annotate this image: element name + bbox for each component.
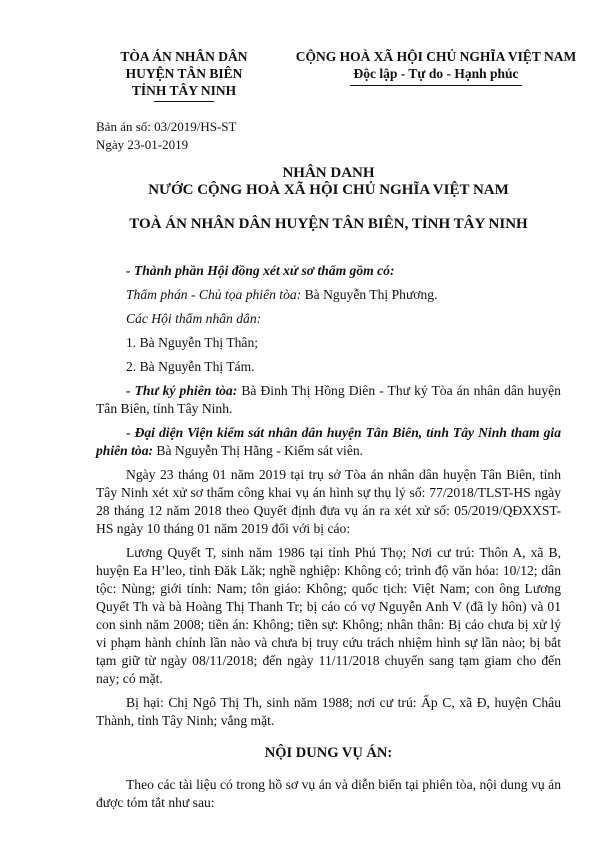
title-nation: NƯỚC CỘNG HOÀ XÃ HỘI CHỦ NGHĨA VIỆT NAM xyxy=(148,182,509,198)
judge-line xyxy=(96,286,561,304)
nation-header xyxy=(286,48,586,86)
panel-heading: - Thành phần Hội đồng xét xử sơ thẩm gồm có: xyxy=(126,263,395,278)
nation-motto: Độc lập - Tự do - Hạnh phúc xyxy=(353,66,519,81)
panel-section xyxy=(96,262,561,812)
clerk-text: Bà Đinh Thị Hồng Diên - Thư ký Tòa án nhân dân huyện Tân Biên, tỉnh Tây Ninh. xyxy=(96,383,561,416)
case-date: Ngày 23-01-2019 xyxy=(96,137,189,152)
case-number: Bản án số: 03/2019/HS-ST xyxy=(96,119,237,134)
judge-label: Thẩm phán - Chủ tọa phiên tòa: xyxy=(126,287,302,302)
nation-header-underline xyxy=(350,85,522,86)
juror-2: 2. Bà Nguyễn Thị Tám. xyxy=(126,359,255,374)
clerk-label: - Thư ký phiên tòa: xyxy=(126,383,238,398)
case-summary-paragraph: Theo các tài liệu có trong hồ sơ vụ án và diễn biến tại phiên tòa, nội dung vụ án được tóm tắt như sau: xyxy=(96,777,561,810)
prosecutor-text: Bà Nguyễn Thị Hằng - Kiểm sát viên. xyxy=(153,443,364,458)
court-header-underline xyxy=(154,101,214,102)
prosecutor-label: - Đại diện Viện kiểm sát nhân dân huyện Tân Biên, tỉnh Tây Ninh tham gia phiên tòa: xyxy=(96,425,561,458)
title-court: TOÀ ÁN NHÂN DÂN HUYỆN TÂN BIÊN, TỈNH TÂY NINH xyxy=(129,216,528,232)
court-name-line2: HUYỆN TÂN BIÊN xyxy=(125,66,243,81)
victim-paragraph: Bị hại: Chị Ngô Thị Th, sinh năm 1988; nơi cư trú: Ấp C, xã Đ, huyện Châu Thành, tỉnh Tây Ninh; vắng mặt. xyxy=(96,695,561,728)
case-content-heading: NỘI DUNG VỤ ÁN: xyxy=(264,745,393,761)
hearing-paragraph: Ngày 23 tháng 01 năm 2019 tại trụ sở Tòa án nhân dân huyện Tân Biên, tỉnh Tây Ninh xét xử sơ thẩm công khai vụ án hình sự thụ lý số: 77/2018/TLST-HS ngày 28 tháng 12 năm 2018 theo Quyết định đưa vụ án ra xét xử số: 05/2019/QĐXXST-HS ngày 10 tháng 01 năm 2019 đối với bị cáo: xyxy=(96,467,561,536)
case-meta xyxy=(96,118,236,154)
nation-name: CỘNG HOÀ XÃ HỘI CHỦ NGHĨA VIỆT NAM xyxy=(295,49,577,64)
court-name-line1: TÒA ÁN NHÂN DÂN xyxy=(120,49,248,64)
defendant-paragraph: Lương Quyết T, sinh năm 1986 tại tỉnh Phú Thọ; Nơi cư trú: Thôn A, xã B, huyện Ea H’leo, tỉnh Đăk Lăk; nghề nghiệp: Không có; trình độ văn hóa: 10/12; dân tộc: Nùng; giới tính: Nam; tôn giáo: Không; quốc tịch: Việt Nam; con ông Lương Quyết Th và bà Hoàng Thị Thanh Tr; bị cáo có vợ Nguyễn Anh V (đã ly hôn) và 01 con sinh năm 2008; tiền án: Không; tiền sự: Không; nhân thân: Bị cáo chưa bị xử lý vi phạm hành chính lần nào và chưa bị truy cứu trách nhiệm hình sự lần nào; bị bắt tạm giữ từ ngày 08/11/2018; đến ngày 11/11/2018 chuyển sang tạm giam cho đến nay; có mặt. xyxy=(96,545,561,686)
clerk-line xyxy=(96,382,561,418)
court-header xyxy=(96,48,272,102)
jurors-label: Các Hội thẩm nhân dân: xyxy=(126,311,262,326)
juror-1: 1. Bà Nguyễn Thị Thân; xyxy=(126,335,259,350)
prosecutor-line xyxy=(96,424,561,460)
court-name-line3: TỈNH TÂY NINH xyxy=(131,83,237,98)
judge-name: Bà Nguyễn Thị Phương. xyxy=(301,287,438,302)
title-in-the-name: NHÂN DANH xyxy=(282,165,375,181)
